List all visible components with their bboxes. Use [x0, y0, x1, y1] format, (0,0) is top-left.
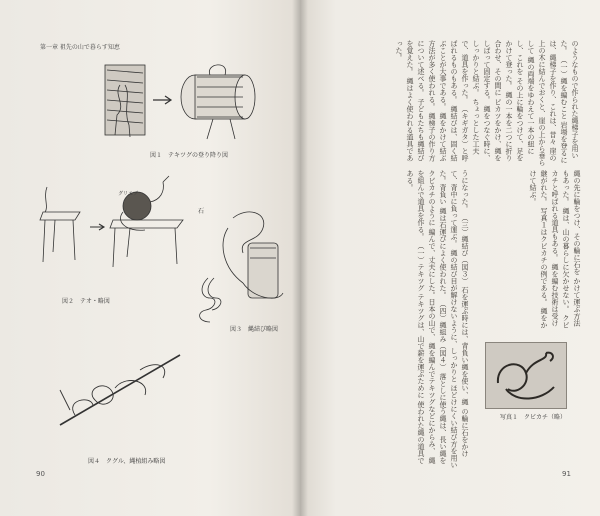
text-column: 写真１はクビカチの例である。 — [540, 207, 548, 306]
text-column: 子どもたちも縄結びを覚えた。 — [406, 40, 425, 162]
text-column: 縄の結び目が解けないように、しっかりと — [450, 249, 458, 383]
text-column: 縄を編んでテキツグなどにからみ、 — [428, 342, 436, 455]
photo-caption: 写真１ クビカチ（略） — [500, 414, 567, 421]
text-column: 使われた縄の道具である。 — [406, 170, 425, 464]
figure-4-illustration — [55, 350, 185, 430]
label-guriebu: グリエブ — [118, 191, 138, 197]
text-column: 縄は、山の暮らしに欠かせない。 — [562, 207, 570, 313]
text-column: テキツグは、山で薪を運ぶために — [417, 293, 425, 399]
text-column: 縄をつなぐ時に、しっかりと結ぶ。 — [472, 40, 491, 162]
text-column: クビカチと呼ばれる道具もある。 — [551, 170, 570, 329]
label-ishi: 石 — [198, 208, 205, 215]
text-column: （キギガタ）と呼ばれるものもある。 — [450, 40, 469, 162]
page-number-left: 90 — [36, 470, 45, 478]
text-column: 縄の一本を二つに折り合わせ、その間に — [494, 40, 513, 162]
text-column: かけて運ぶ方法もあった。 — [562, 170, 581, 327]
text-column: ほどけにくい結び方を用いた。背負い — [439, 170, 458, 469]
text-block-bottom — [320, 170, 470, 470]
text-column: 縄をかけて結ぶ。 — [529, 170, 548, 329]
text-column: 縄はよく使われる道具であった。 — [395, 40, 414, 162]
text-column: 落としに使う縄は、長い縄をクビカチのように — [428, 170, 447, 464]
text-column: ちょっとした工夫で、道具を作った。 — [461, 40, 480, 155]
text-block-top — [330, 40, 580, 168]
running-header: 第一章 祖先の山で暮らす知恵 — [40, 44, 120, 51]
text-block-lower-right — [482, 170, 582, 330]
text-column: の輪に石をかけて、背中に負って運ぶ。 — [450, 170, 469, 457]
text-column: 岩場を登るには、縄梯子を作り、これは、昔々 — [549, 40, 568, 164]
page-number-right: 91 — [562, 470, 571, 478]
text-column: 縄を編む技術は受け継がれた。 — [540, 170, 559, 327]
text-column: 編んで、丈夫にした。日本の山で、 — [428, 228, 436, 341]
text-column: 縄梯子の作り方について述べる。 — [417, 40, 436, 162]
text-column: （三）縄結び（図３） — [461, 214, 469, 285]
text-column: のようなもので作られた縄梯子を用いた。 — [560, 40, 579, 159]
text-column: うになった。 — [461, 170, 469, 212]
text-column: （一）テキツグ — [417, 242, 425, 292]
text-column: （四）縄組み（図４） — [439, 300, 447, 371]
right-page — [300, 0, 600, 516]
text-column: 石を運ぶ時には、背負い縄を使い、縄 — [461, 286, 469, 406]
text-column: 縄の先に輪をつけ、その輪に石を — [573, 170, 581, 275]
text-column: 崖の上の木に結んでおくと、崖の上から垂らして — [527, 40, 557, 166]
book-gutter — [292, 0, 308, 516]
photo-kubikachi — [485, 342, 567, 409]
figure-3-illustration — [188, 198, 298, 328]
text-column: その上に輪をつけて、足をかけて登った。 — [505, 40, 524, 162]
text-column: ピカツをかけ、縄をしばって固定する。 — [483, 40, 502, 162]
text-column: 縄をかけて結ぶ方法が多く使われる。 — [428, 40, 447, 162]
figure-2-caption: 図２ テオ・略図 — [62, 298, 110, 305]
text-column: 縄は石運びによく使われた。 — [439, 207, 447, 299]
text-column: 縄の両端をゆわえて一本の紐にし、これを — [516, 40, 535, 155]
figure-3-caption: 図３ 縄結び略図 — [230, 326, 279, 333]
figure-4-caption: 図４ クグル、縄植組み略図 — [88, 458, 166, 465]
text-column: （一）縄を編むこと — [560, 56, 568, 120]
text-column: 縄結びは、固く結ぶことが大事である。 — [439, 40, 458, 162]
figure-1-caption: 図１ テキツグの登り降り図 — [150, 152, 228, 159]
text-column: 縄を組んで道具を作る。 — [417, 170, 436, 464]
figure-1-illustration — [95, 55, 270, 145]
figure-2-illustration — [35, 172, 190, 272]
